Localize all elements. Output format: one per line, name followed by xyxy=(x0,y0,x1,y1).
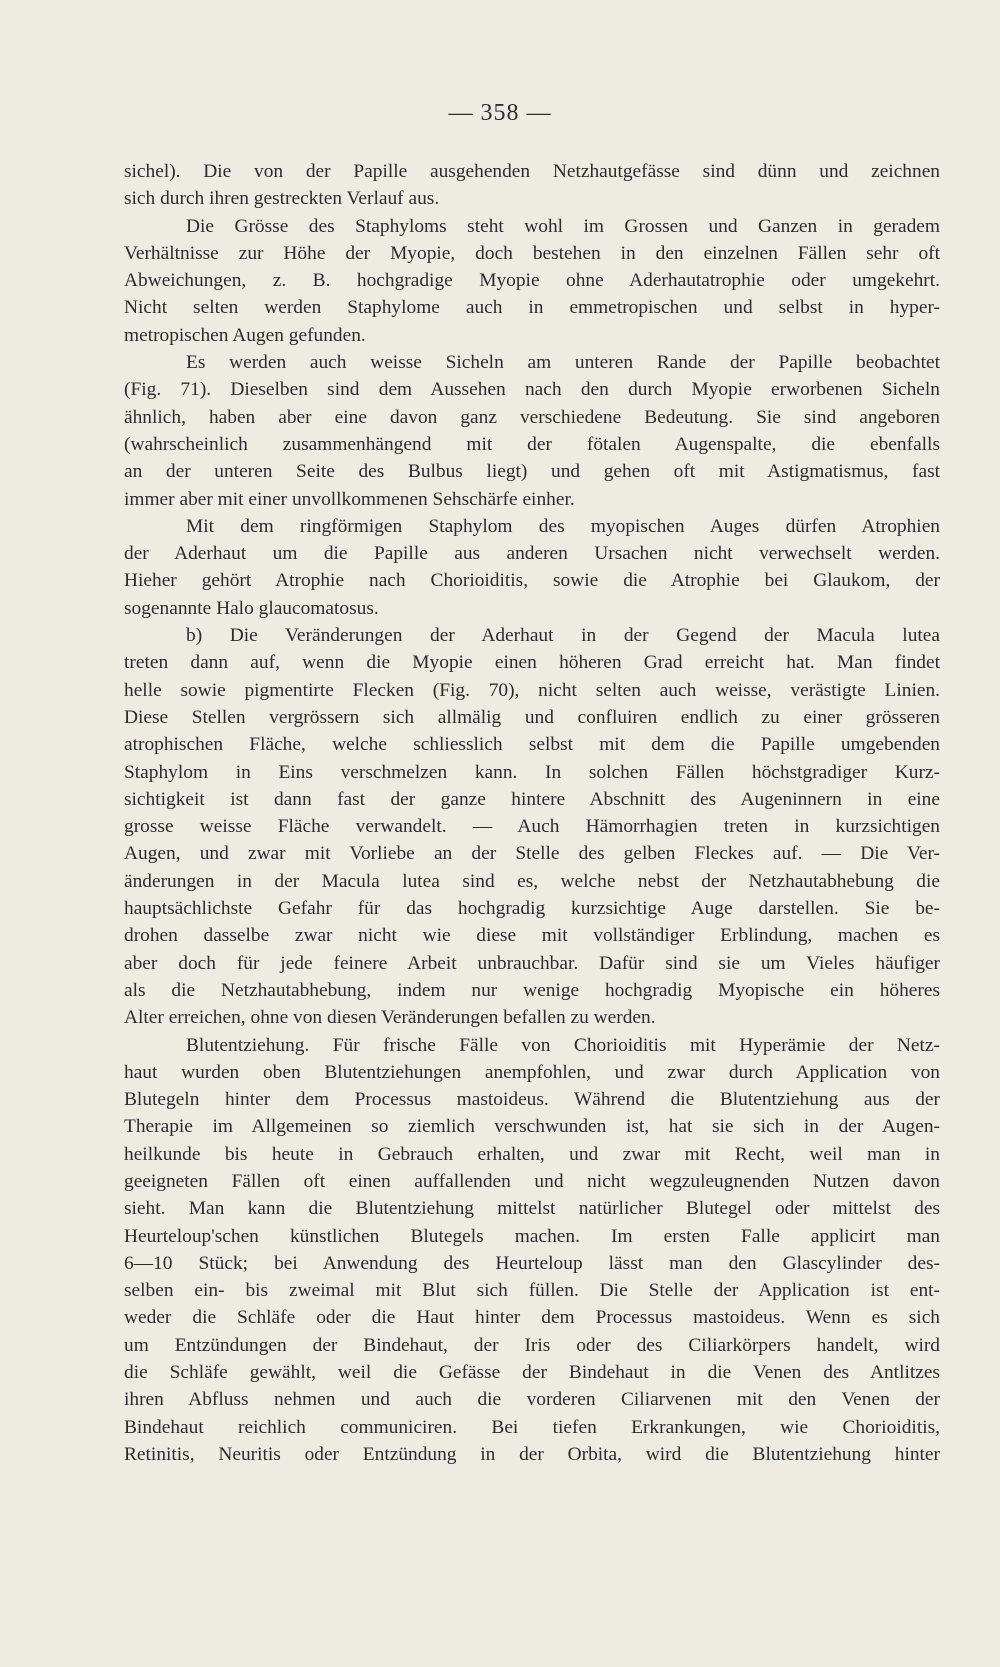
text-line: haut wurden oben Blutentziehungen anempfohlen, und zwar durch Application von xyxy=(124,1061,940,1083)
text-line: Die Grösse des Staphyloms steht wohl im Grossen und Ganzen in geradem xyxy=(186,215,940,237)
text-line: ihren Abfluss nehmen und auch die vorderen Ciliarvenen mit den Venen der xyxy=(124,1389,940,1411)
text-line: Abweichungen, z. B. hochgradige Myopie ohne Aderhautatrophie oder umgekehrt. xyxy=(124,270,940,292)
text-line: Verhältnisse zur Höhe der Myopie, doch bestehen in den einzelnen Fällen sehr oft xyxy=(124,242,940,264)
text-line: Heurteloup'schen künstlichen Blutegels machen. Im ersten Falle applicirt man xyxy=(124,1225,940,1247)
text-line: sieht. Man kann die Blutentziehung mittelst natürlicher Blutegel oder mittelst des xyxy=(124,1198,940,1220)
text-line: sichtigkeit ist dann fast der ganze hintere Abschnitt des Augeninnern in eine xyxy=(124,788,940,810)
text-line: aber doch für jede feinere Arbeit unbrauchbar. Dafür sind sie um Vieles häufiger xyxy=(124,952,940,974)
text-line: Retinitis, Neuritis oder Entzündung in der Orbita, wird die Blutentziehung hinter xyxy=(124,1443,940,1465)
text-line: um Entzündungen der Bindehaut, der Iris oder des Ciliarkörpers handelt, wird xyxy=(124,1334,940,1356)
text-line: heilkunde bis heute in Gebrauch erhalten, und zwar mit Recht, weil man in xyxy=(124,1143,940,1165)
text-line: Alter erreichen, ohne von diesen Veränderungen befallen zu werden. xyxy=(124,1007,656,1029)
text-line: Blutegeln hinter dem Processus mastoideus. Während die Blutentziehung aus der xyxy=(124,1089,940,1111)
text-line: an der unteren Seite des Bulbus liegt) und gehen oft mit Astigmatismus, fast xyxy=(124,461,940,483)
text-line: Blutentziehung. Für frische Fälle von Chorioiditis mit Hyperämie der Netz- xyxy=(186,1034,940,1056)
body-text xyxy=(124,158,940,1468)
text-line: der Aderhaut um die Papille aus anderen Ursachen nicht verwechselt werden. xyxy=(124,543,940,565)
text-line: als die Netzhautabhebung, indem nur wenige hochgradig Myopische ein höheres xyxy=(124,979,940,1001)
text-line: immer aber mit einer unvollkommenen Sehschärfe einher. xyxy=(124,488,575,510)
text-line: Staphylom in Eins verschmelzen kann. In solchen Fällen höchstgradiger Kurz- xyxy=(124,761,940,783)
text-line: Mit dem ringförmigen Staphylom des myopischen Auges dürfen Atrophien xyxy=(186,515,940,537)
text-line: Hieher gehört Atrophie nach Chorioiditis, sowie die Atrophie bei Glaukom, der xyxy=(124,570,940,592)
text-line: Diese Stellen vergrössern sich allmälig und confluiren endlich zu einer grösseren xyxy=(124,706,940,728)
text-line: drohen dasselbe zwar nicht wie diese mit vollständiger Erblindung, machen es xyxy=(124,925,940,947)
text-line: (wahrscheinlich zusammenhängend mit der fötalen Augenspalte, die ebenfalls xyxy=(124,433,940,455)
page-number: — 358 — xyxy=(448,100,552,126)
text-line: 6—10 Stück; bei Anwendung des Heurteloup lässt man den Glascylinder des- xyxy=(124,1252,940,1274)
text-line: geeigneten Fällen oft einen auffallenden und nicht wegzuleugnenden Nutzen davon xyxy=(124,1170,940,1192)
text-line: grosse weisse Fläche verwandelt. — Auch Hämorrhagien treten in kurzsichtigen xyxy=(124,816,940,838)
text-line: änderungen in der Macula lutea sind es, welche nebst der Netzhautabhebung die xyxy=(124,870,940,892)
text-line: metropischen Augen gefunden. xyxy=(124,324,366,346)
text-line: sogenannte Halo glaucomatosus. xyxy=(124,597,379,619)
text-line: hauptsächlichste Gefahr für das hochgradig kurzsichtige Auge darstellen. Sie be- xyxy=(124,898,940,920)
text-line: Nicht selten werden Staphylome auch in emmetropischen und selbst in hyper- xyxy=(124,297,940,319)
text-line: helle sowie pigmentirte Flecken (Fig. 70), nicht selten auch weisse, verästigte Linien. xyxy=(124,679,940,701)
text-line: die Schläfe gewählt, weil die Gefässe der Bindehaut in die Venen des Antlitzes xyxy=(124,1362,940,1384)
text-line: Augen, und zwar mit Vorliebe an der Stelle des gelben Fleckes auf. — Die Ver- xyxy=(124,843,940,865)
text-line: sich durch ihren gestreckten Verlauf aus. xyxy=(124,188,440,210)
text-line: Es werden auch weisse Sicheln am unteren Rande der Papille beobachtet xyxy=(186,352,940,374)
text-line: atrophischen Fläche, welche schliesslich selbst mit dem die Papille umgebenden xyxy=(124,734,940,756)
text-line: treten dann auf, wenn die Myopie einen höheren Grad erreicht hat. Man findet xyxy=(124,652,940,674)
text-line: sichel). Die von der Papille ausgehenden Netzhautgefässe sind dünn und zeichnen xyxy=(124,161,940,182)
text-line: Therapie im Allgemeinen so ziemlich verschwunden ist, hat sie sich in der Augen- xyxy=(124,1116,940,1138)
text-line: b) Die Veränderungen der Aderhaut in der Gegend der Macula lutea xyxy=(186,625,940,647)
text-line: ähnlich, haben aber eine davon ganz verschiedene Bedeutung. Sie sind angeboren xyxy=(124,406,940,428)
text-line: (Fig. 71). Dieselben sind dem Aussehen nach den durch Myopie erworbenen Sicheln xyxy=(124,379,940,401)
text-line: Bindehaut reichlich communiciren. Bei tiefen Erkrankungen, wie Chorioiditis, xyxy=(124,1416,940,1438)
text-line: selben ein- bis zweimal mit Blut sich füllen. Die Stelle der Application ist ent- xyxy=(124,1280,940,1302)
text-line: weder die Schläfe oder die Haut hinter dem Processus mastoideus. Wenn es sich xyxy=(124,1307,940,1329)
